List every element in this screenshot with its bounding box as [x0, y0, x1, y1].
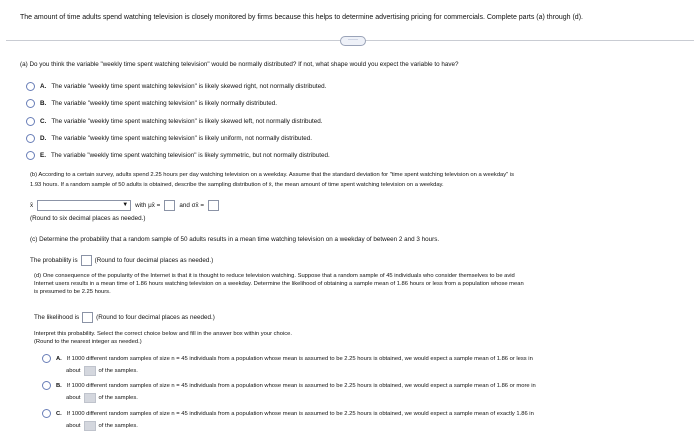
part-a-option-c[interactable]: C. The variable "weekly time spent watching television" is likely skewed left, not normally distributed.	[26, 117, 322, 126]
radio-icon[interactable]	[42, 381, 51, 390]
part-d-option-b-about: about of the samples.	[66, 395, 138, 401]
radio-icon[interactable]	[42, 354, 51, 363]
option-c-input[interactable]	[84, 421, 96, 431]
expand-more-button[interactable]: ·····	[340, 36, 366, 46]
radio-icon[interactable]	[26, 134, 35, 143]
part-d-text-line1: (d) One consequence of the popularity of the Internet is that it is thought to reduce television watching. Suppose that a random sample of 45 individuals who consider themselves to be avid	[34, 273, 515, 279]
part-b-text-line2: 1.93 hours. If a random sample of 50 adults is obtained, describe the sampling distribution of x̄, the mean amount of time spent watching television on a weekday.	[30, 182, 444, 188]
probability-input[interactable]	[81, 255, 92, 266]
option-b-input[interactable]	[84, 393, 96, 403]
part-d-answer-row: The likelihood is (Round to four decimal places as needed.)	[34, 314, 215, 321]
part-a-option-b[interactable]: B. The variable "weekly time spent watching television" is likely normally distributed.	[26, 99, 277, 108]
part-d-option-a[interactable]: A. If 1000 different random samples of size n = 45 individuals from a population whose mean is assumed to be 2.25 hours is obtained, we would expect a sample mean of 1.86 or less in	[42, 354, 533, 363]
part-b-text-line1: (b) According to a certain survey, adults spend 2.25 hours per day watching television on a weekday. Assume that the standard deviation for "time spent watching television on a weekday" is	[30, 172, 515, 178]
radio-icon[interactable]	[26, 151, 35, 160]
sigma-label: and σx̄ =	[179, 202, 205, 209]
part-d-option-a-about: about of the samples.	[66, 368, 138, 374]
problem-intro: The amount of time adults spend watching television is closely monitored by firms because this helps to determine advertising pricing for commercials. Complete parts (a) through (d).	[20, 14, 583, 21]
radio-icon[interactable]	[42, 409, 51, 418]
option-a-input[interactable]	[84, 366, 96, 376]
part-a-option-e[interactable]: E. The variable "weekly time spent watching television" is likely symmetric, but not normally distributed.	[26, 151, 330, 160]
part-a-option-d[interactable]: D. The variable "weekly time spent watching television" is likely uniform, not normally distributed.	[26, 134, 312, 143]
part-d-option-b[interactable]: B. If 1000 different random samples of size n = 45 individuals from a population whose mean is assumed to be 2.25 hours is obtained, we would expect a sample mean of 1.86 or more in	[42, 381, 536, 390]
part-d-option-c-about: about of the samples.	[66, 423, 138, 429]
sigma-input[interactable]	[208, 200, 219, 211]
distribution-select[interactable]	[37, 200, 131, 211]
part-a-question: (a) Do you think the variable "weekly time spent watching television" would be normally distributed? If not, what shape would you expect the variable to have?	[20, 61, 459, 68]
interpret-instruction: Interpret this probability. Select the correct choice below and fill in the answer box within your choice.	[34, 331, 292, 337]
radio-icon[interactable]	[26, 117, 35, 126]
part-b-round-note: (Round to six decimal places as needed.)	[30, 215, 146, 222]
likelihood-input[interactable]	[82, 312, 93, 323]
part-c-answer-row: The probability is (Round to four decimal places as needed.)	[30, 257, 214, 264]
part-a-option-a[interactable]: A. The variable "weekly time spent watching television" is likely skewed right, not normally distributed.	[26, 82, 326, 91]
part-b-answer-row	[30, 200, 219, 211]
mu-label: with μx̄ =	[135, 202, 161, 209]
part-d-option-c[interactable]: C. If 1000 different random samples of size n = 45 individuals from a population whose mean is assumed to be 2.25 hours is obtained, we would expect a sample mean of exactly 1.86 in	[42, 409, 534, 418]
dropdown-caret-icon: ▼	[122, 202, 129, 208]
part-c-question: (c) Determine the probability that a random sample of 50 adults results in a mean time watching television on a weekday of between 2 and 3 hours.	[30, 236, 440, 243]
part-d-text-line3: is presumed to be 2.25 hours.	[34, 289, 111, 295]
mu-input[interactable]	[164, 200, 175, 211]
interpret-round-note: (Round to the nearest integer as needed.)	[34, 339, 142, 345]
radio-icon[interactable]	[26, 82, 35, 91]
part-d-text-line2: Internet users results in a mean time of 1.86 hours watching television on a weekday. Determine the likelihood of obtaining a sample mean of 1.86 hours or less from a population whose mean	[34, 281, 524, 287]
radio-icon[interactable]	[26, 99, 35, 108]
xbar-symbol: x̄	[30, 202, 34, 209]
